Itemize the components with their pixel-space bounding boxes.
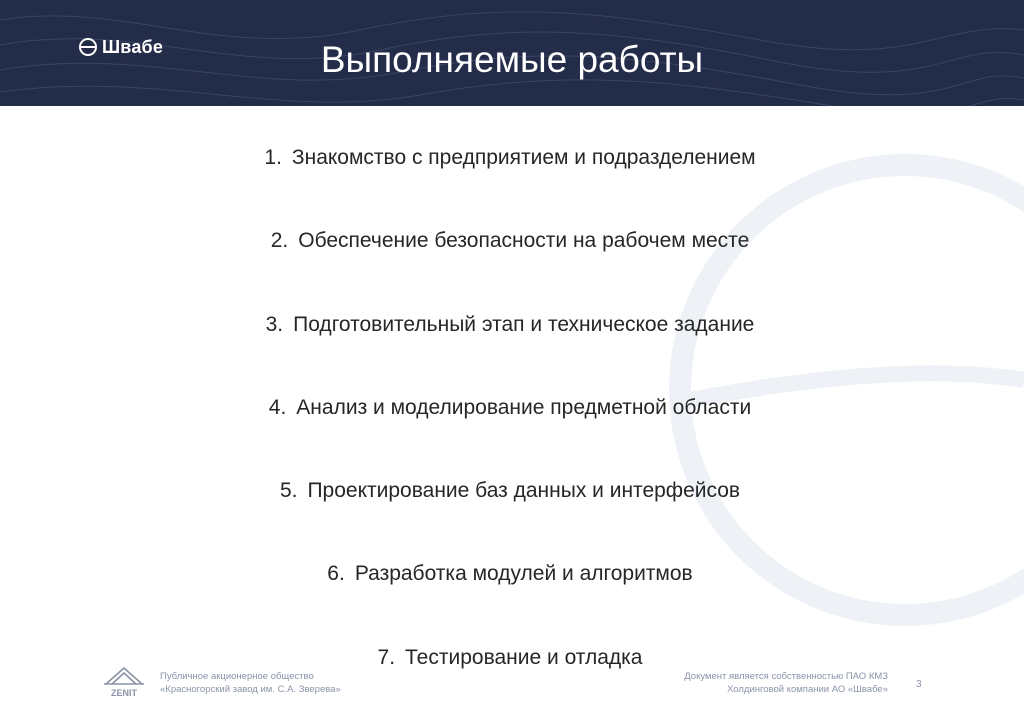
header-banner bbox=[0, 0, 1024, 106]
list-item-text: Обеспечение безопасности на рабочем месте bbox=[298, 229, 750, 253]
zenit-logo bbox=[102, 664, 146, 700]
footer-ownership-line1: Документ является собственностью ПАО КМЗ bbox=[684, 671, 888, 682]
list-item bbox=[0, 140, 1020, 223]
work-list bbox=[0, 140, 1020, 723]
footer-ownership-line2: Холдинговой компании АО «Швабе» bbox=[727, 684, 888, 695]
footer-company bbox=[160, 670, 341, 696]
list-item bbox=[0, 473, 1020, 556]
list-item-number: 4. bbox=[268, 395, 287, 419]
footer-company-line1: Публичное акционерное общество bbox=[160, 671, 314, 682]
list-item bbox=[0, 307, 1020, 390]
list-item-number: 6. bbox=[327, 562, 345, 586]
zenit-logo-text: ZENIT bbox=[111, 688, 137, 698]
list-item-text: Подготовительный этап и техническое задание bbox=[293, 312, 755, 336]
list-item-text: Знакомство с предприятием и подразделением bbox=[291, 146, 756, 169]
list-item-number: 7. bbox=[377, 645, 396, 669]
list-item-number: 5. bbox=[279, 479, 298, 503]
list-item bbox=[0, 223, 1020, 306]
shvabe-logo-text: Швабе bbox=[102, 36, 164, 57]
list-item-text: Разработка модулей и алгоритмов bbox=[354, 562, 693, 586]
footer-ownership bbox=[684, 670, 888, 696]
list-item-number: 3. bbox=[265, 312, 284, 336]
list-item-number: 1. bbox=[264, 146, 282, 169]
list-item bbox=[0, 556, 1020, 639]
page-title: Выполняемые работы bbox=[320, 39, 704, 80]
list-item-text: Проектирование баз данных и интерфейсов bbox=[307, 479, 741, 503]
list-item-number: 2. bbox=[270, 229, 289, 253]
footer-company-line2: «Красногорский завод им. С.А. Зверева» bbox=[160, 684, 341, 695]
page-number: 3 bbox=[916, 679, 922, 690]
list-item-text: Анализ и моделирование предметной области bbox=[296, 395, 752, 419]
list-item bbox=[0, 390, 1020, 473]
list-item-text: Тестирование и отладка bbox=[405, 645, 643, 669]
